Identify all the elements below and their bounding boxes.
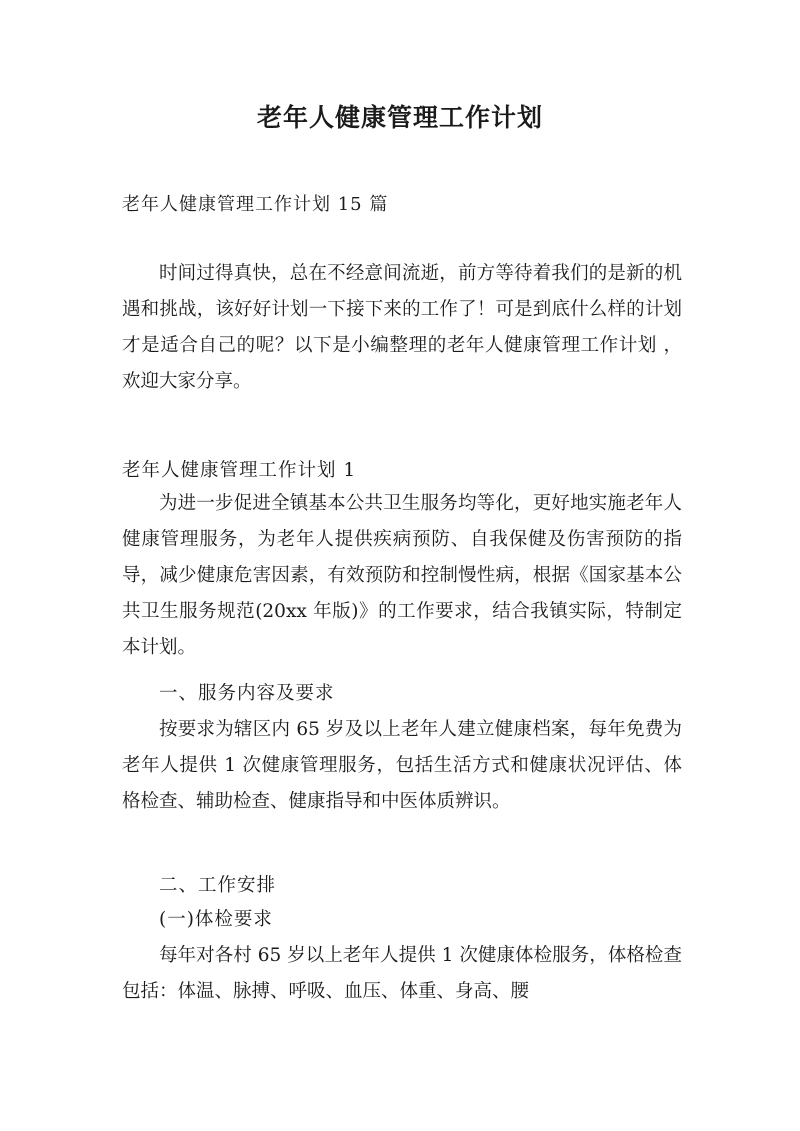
heading-arrangement: 二、工作安排: [159, 875, 277, 896]
heading-exam: (一)体检要求: [159, 909, 273, 930]
exam-paragraph: 每年对各村 65 岁以上老年人提供 1 次健康体检服务，体格检查包括：体温、脉搏、呼吸、血压、体重、身高、腰: [122, 945, 682, 1002]
services-paragraph: 按要求为辖区内 65 岁及以上老年人建立健康档案，每年免费为老年人提供 1 次健康管理服务，包括生活方式和健康状况评估、体格检查、辅助检查、健康指导和中医体质辨识。: [122, 719, 682, 812]
section-title: 老年人健康管理工作计划 1: [122, 460, 357, 481]
intro-paragraph: 时间过得真快，总在不经意间流逝，前方等待着我们的是新的机遇和挑战，该好好计划一下接下来的工作了！可是到底什么样的计划才是适合自己的呢？以下是小编整理的老年人健康管理工作计划 ，欢迎大家分享。: [122, 263, 682, 392]
heading-services: 一、服务内容及要求: [159, 683, 335, 704]
document-subtitle: 老年人健康管理工作计划 15 篇: [122, 194, 389, 215]
section-paragraph: 为进一步促进全镇基本公共卫生服务均等化，更好地实施老年人健康管理服务，为老年人提供疾病预防、自我保健及伤害预防的指导，减少健康危害因素，有效预防和控制慢性病，根据《国家基本公共卫生服务规范(20xx 年版)》的工作要求，结合我镇实际，特制定本计划。: [122, 493, 682, 658]
document-title: 老年人健康管理工作计划: [256, 103, 543, 132]
